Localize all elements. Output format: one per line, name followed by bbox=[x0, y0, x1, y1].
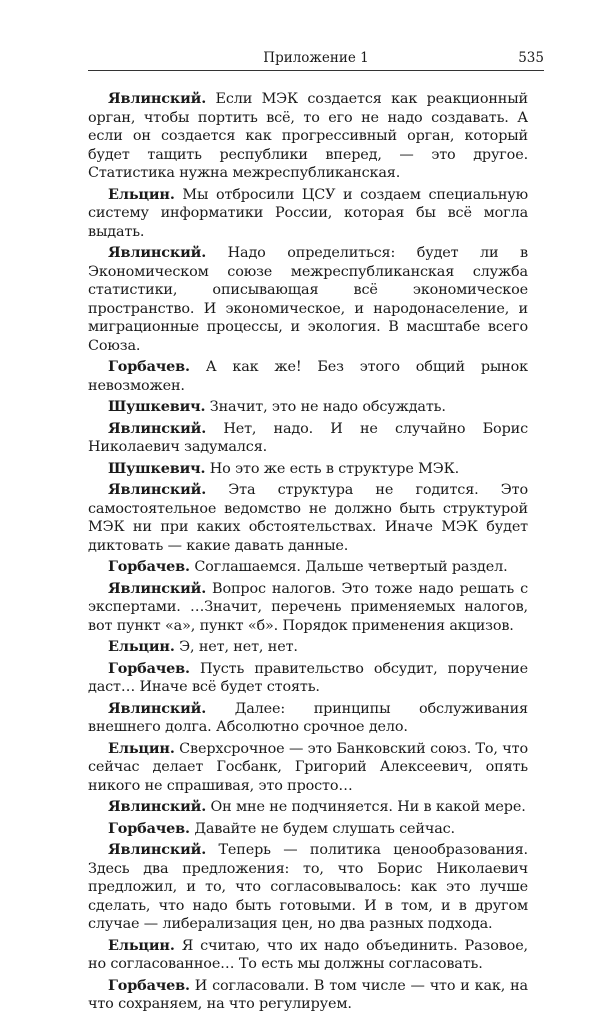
speaker-name: Горбачев. bbox=[108, 819, 190, 837]
speech-text: Мы отбросили ЦСУ и создаем специальную систему информатики России, которая бы всё могла выдать. bbox=[88, 186, 528, 240]
speech-text: Надо определиться: будет ли в Экономическом союзе межреспубликанская служба статистики, описывающая всё экономическое пространство. И экономическое, и народонаселение, и миграционные процессы, и экология. В масштабе всего Союза. bbox=[88, 245, 528, 354]
dialogue-paragraph bbox=[88, 977, 528, 1014]
dialogue-paragraph bbox=[88, 660, 528, 697]
dialogue-paragraph bbox=[88, 558, 528, 577]
speech-text: И согласовали. В том числе — что и как, на что сохраняем, на что регулируем. bbox=[88, 977, 528, 1012]
speech-text: Но это же есть в структуре МЭК. bbox=[209, 460, 460, 477]
speech-text: Давайте не будем слушать сейчас. bbox=[194, 820, 455, 837]
page-number: 535 bbox=[518, 50, 544, 66]
speaker-name: Явлинский. bbox=[108, 244, 207, 261]
speaker-name: Ельцин. bbox=[108, 739, 175, 757]
speaker-name: Явлинский. bbox=[108, 841, 207, 858]
dialogue-paragraph bbox=[88, 420, 528, 457]
speaker-name: Ельцин. bbox=[108, 185, 175, 203]
speech-text: Соглашаемся. Дальше четвертый раздел. bbox=[194, 559, 508, 575]
dialogue-paragraph bbox=[88, 798, 528, 817]
transcript-body bbox=[88, 90, 528, 1017]
speech-text: Нет, надо. И не случайно Борис Николаевич задумался. bbox=[88, 420, 528, 455]
speaker-name: Горбачев. bbox=[108, 976, 190, 994]
dialogue-paragraph bbox=[88, 580, 528, 636]
speech-text: Далее: принципы обслуживания внешнего долга. Абсолютно срочное дело. bbox=[88, 700, 528, 735]
dialogue-paragraph bbox=[88, 841, 528, 934]
dialogue-paragraph bbox=[88, 820, 528, 839]
speech-text: Я считаю, что их надо объединить. Разовое, но согласованное… То есть мы должны согласовать. bbox=[88, 937, 528, 972]
dialogue-paragraph bbox=[88, 638, 528, 657]
speaker-name: Явлинский. bbox=[108, 579, 207, 597]
dialogue-paragraph bbox=[88, 358, 528, 395]
speech-text: Э, нет, нет, нет. bbox=[179, 639, 298, 655]
dialogue-paragraph bbox=[88, 244, 528, 355]
dialogue-paragraph bbox=[88, 481, 528, 555]
dialogue-paragraph bbox=[88, 186, 528, 242]
speaker-name: Явлинский. bbox=[108, 481, 207, 498]
speech-text: Сверхсрочное — это Банковский союз. То, что сейчас делает Госбанк, Григорий Алексеевич, опять никого не спрашивая, это просто… bbox=[88, 740, 528, 794]
speaker-name: Явлинский. bbox=[108, 699, 207, 717]
dialogue-paragraph bbox=[88, 460, 528, 479]
speech-text: Вопрос налогов. Это тоже надо решать с экспертами. …Значит, перечень применяемых налогов, вот пункт «а», пункт «б». Порядок применения акцизов. bbox=[88, 580, 528, 634]
dialogue-paragraph bbox=[88, 937, 528, 974]
speaker-name: Горбачев. bbox=[108, 358, 190, 375]
speech-text: Он мне не подчиняется. Ни в какой мере. bbox=[210, 799, 526, 815]
dialogue-paragraph bbox=[88, 700, 528, 737]
speaker-name: Явлинский. bbox=[108, 798, 207, 815]
speaker-name: Явлинский. bbox=[108, 90, 207, 107]
speaker-name: Явлинский. bbox=[108, 419, 207, 437]
running-header bbox=[88, 48, 544, 68]
speaker-name: Ельцин. bbox=[108, 638, 175, 655]
dialogue-paragraph bbox=[88, 90, 528, 183]
speech-text: Если МЭК создается как реакционный орган, чтобы портить всё, то его не надо создавать. А если он создается как прогрессивный орган, который будет тащить республики вперед, — это другое. Статистика нужна межреспубликанская. bbox=[88, 91, 528, 181]
speaker-name: Горбачев. bbox=[108, 558, 190, 575]
speech-text: Теперь — политика ценообразования. Здесь два предложения: то, что Борис Николаевич предложил, и то, что согласовывалось: как это лучше сделать, что надо быть готовыми. И в том, и в другом случае — либерализация цен, но два разных подхода. bbox=[88, 842, 528, 932]
speaker-name: Шушкевич. bbox=[108, 459, 206, 477]
header-title: Приложение 1 bbox=[263, 50, 369, 66]
speech-text: А как же! Без этого общий рынок невозможен. bbox=[88, 359, 528, 394]
dialogue-paragraph bbox=[88, 398, 528, 417]
speech-text: Значит, это не надо обсуждать. bbox=[209, 399, 446, 415]
speaker-name: Шушкевич. bbox=[108, 398, 206, 415]
header-divider bbox=[88, 70, 544, 71]
speaker-name: Горбачев. bbox=[108, 659, 190, 677]
speech-text: Эта структура не годится. Это самостоятельное ведомство не должно быть структурой МЭК ни при каких обстоятельствах. Иначе МЭК будет диктовать — какие давать данные. bbox=[88, 482, 528, 554]
dialogue-paragraph bbox=[88, 740, 528, 796]
speech-text: Пусть правительство обсудит, поручение даст… Иначе всё будет стоять. bbox=[88, 660, 528, 695]
speaker-name: Ельцин. bbox=[108, 936, 175, 954]
